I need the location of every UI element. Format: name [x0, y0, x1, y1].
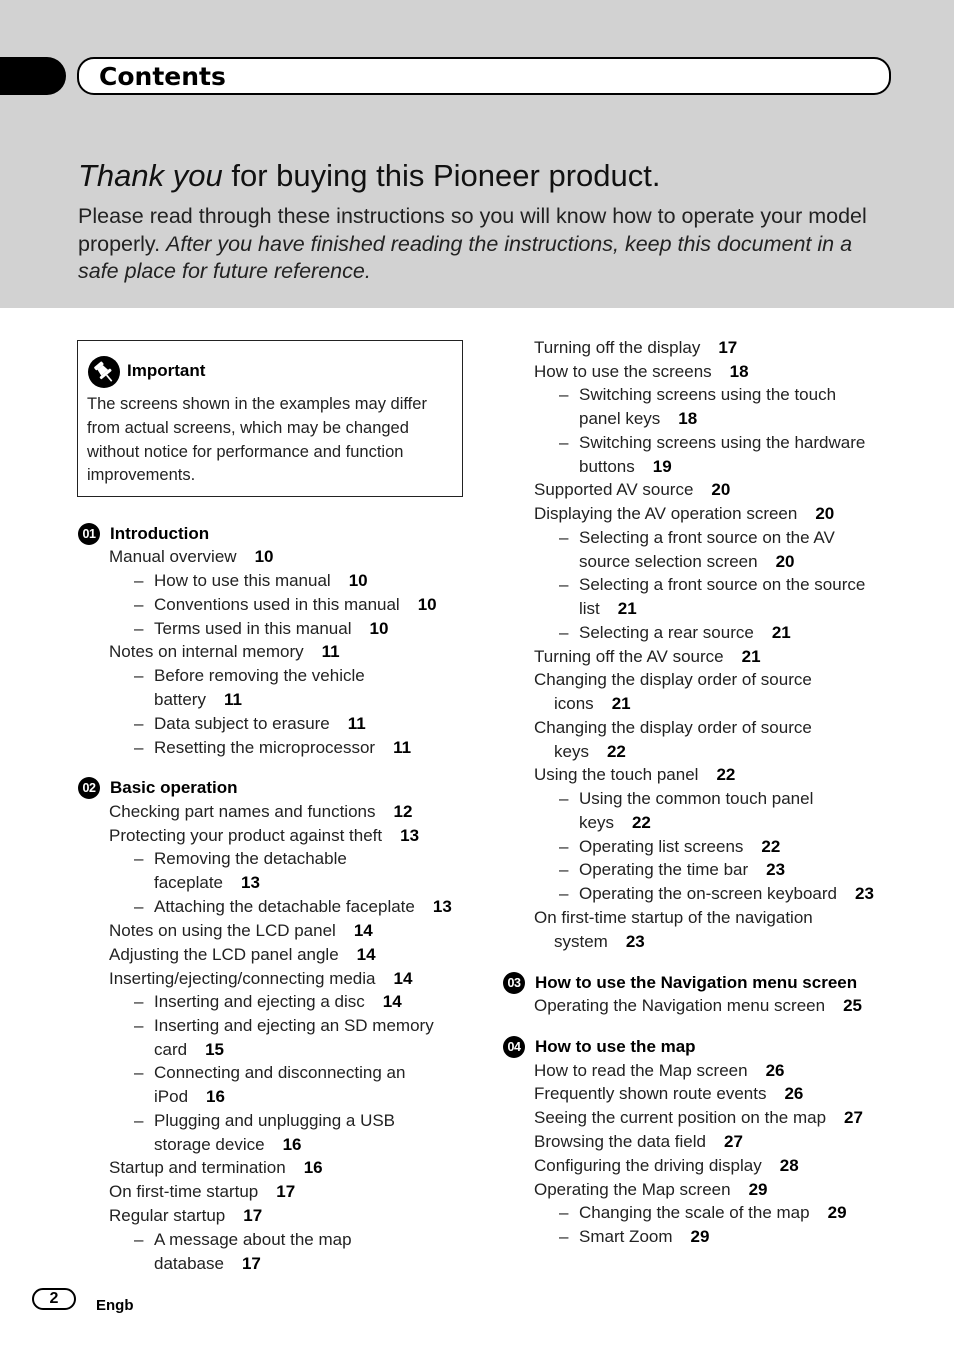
toc-page-number: 26	[765, 1061, 785, 1080]
toc-page-number: 21	[771, 623, 791, 642]
toc-page-number: 13	[241, 873, 260, 892]
toc-page-number: 12	[393, 802, 413, 821]
toc-entry-title: Smart Zoom	[579, 1227, 673, 1246]
language-code: Engb	[96, 1297, 134, 1314]
toc-entry-title: Protecting your product against theft	[109, 826, 383, 845]
toc-entry[interactable]	[534, 1059, 784, 1083]
toc-dash: –	[134, 571, 144, 590]
toc-page-number: 17	[718, 338, 738, 357]
toc-entry[interactable]	[534, 994, 862, 1018]
toc-entry-title: battery	[154, 690, 206, 709]
toc-page-number: 11	[393, 738, 412, 757]
toc-entry[interactable]	[109, 800, 412, 824]
pushpin-icon	[88, 356, 120, 388]
section-tab	[0, 57, 66, 95]
toc-entry-title: On first-time startup of the navigation	[534, 908, 813, 927]
toc-entry-title: Adjusting the LCD panel angle	[109, 945, 339, 964]
toc-entry[interactable]	[109, 640, 340, 664]
toc-entry[interactable]	[534, 1154, 799, 1178]
toc-entry[interactable]	[154, 990, 402, 1014]
toc-entry[interactable]	[534, 668, 812, 692]
toc-entry[interactable]	[579, 597, 637, 621]
toc-entry[interactable]	[154, 1252, 261, 1276]
toc-entry[interactable]	[154, 1038, 224, 1062]
toc-entry-title: Inserting and ejecting an SD memory	[154, 1016, 434, 1035]
toc-dash: –	[134, 1230, 144, 1249]
toc-page-number: 25	[843, 996, 862, 1015]
toc-entry-title: Manual overview	[109, 547, 237, 566]
toc-entry-title: Data subject to erasure	[154, 714, 330, 733]
toc-entry-title: Checking part names and functions	[109, 802, 376, 821]
section-number-badge: 01	[78, 523, 100, 545]
toc-entry[interactable]	[579, 1225, 709, 1249]
toc-dash: –	[559, 433, 569, 452]
toc-entry-title: Displaying the AV operation screen	[534, 504, 798, 523]
intro-plain: Please read through these instructions so you will know how to operate your model properly.	[78, 204, 867, 256]
toc-entry-title: Attaching the detachable faceplate	[154, 897, 415, 916]
contents-title: Contents	[99, 62, 226, 91]
toc-entry-title: Removing the detachable	[154, 849, 347, 868]
toc-entry-title: iPod	[154, 1087, 189, 1106]
toc-entry[interactable]	[109, 919, 373, 943]
toc-entry[interactable]	[534, 716, 812, 740]
toc-entry[interactable]	[154, 895, 452, 919]
toc-entry[interactable]	[154, 1014, 434, 1038]
toc-page-number: 23	[766, 860, 786, 879]
toc-entry[interactable]	[579, 455, 672, 479]
toc-dash: –	[559, 1203, 569, 1222]
toc-entry-title: How to use this manual	[154, 571, 331, 590]
toc-entry-title: keys	[554, 742, 589, 761]
toc-entry-title: card	[154, 1040, 188, 1059]
toc-dash: –	[559, 837, 569, 856]
toc-entry[interactable]	[534, 1106, 863, 1130]
toc-dash: –	[134, 714, 144, 733]
toc-entry-title: database	[154, 1254, 224, 1273]
toc-entry[interactable]	[579, 526, 835, 550]
toc-page-number: 28	[779, 1156, 799, 1175]
toc-entry-title: Conventions used in this manual	[154, 595, 400, 614]
toc-dash: –	[134, 1016, 144, 1035]
toc-dash: –	[134, 1111, 144, 1130]
toc-entry-title: Inserting/ejecting/connecting media	[109, 969, 376, 988]
toc-entry-title: Selecting a rear source	[579, 623, 754, 642]
toc-page-number: 16	[303, 1158, 323, 1177]
thank-you-heading	[78, 158, 660, 194]
toc-entry-title: Operating list screens	[579, 837, 744, 856]
section-number-badge: 03	[503, 972, 525, 994]
toc-entry[interactable]	[154, 1109, 395, 1133]
toc-entry[interactable]	[579, 550, 795, 574]
toc-entry-title: Before removing the vehicle	[154, 666, 365, 685]
toc-entry-title: Notes on internal memory	[109, 642, 304, 661]
toc-entry-title: How to read the Map screen	[534, 1061, 748, 1080]
toc-entry-title: Supported AV source	[534, 480, 694, 499]
toc-page-number: 10	[369, 619, 389, 638]
toc-dash: –	[134, 595, 144, 614]
toc-entry[interactable]	[554, 740, 626, 764]
toc-dash: –	[134, 619, 144, 638]
intro-italic: After you have finished reading the instructions, keep this document in a safe place for future reference.	[78, 231, 853, 283]
toc-page-number: 29	[690, 1227, 710, 1246]
section-number-badge: 02	[78, 777, 100, 799]
toc-entry[interactable]	[579, 787, 813, 811]
toc-entry[interactable]	[154, 1228, 352, 1252]
toc-entry[interactable]	[534, 763, 735, 787]
thank-you-rest: for buying this Pioneer product.	[222, 158, 661, 193]
toc-dash: –	[559, 1227, 569, 1246]
toc-entry[interactable]	[154, 617, 388, 641]
toc-page-number: 21	[617, 599, 637, 618]
toc-page-number: 20	[815, 504, 835, 523]
toc-entry[interactable]	[154, 1085, 225, 1109]
toc-entry[interactable]	[534, 336, 737, 360]
toc-entry-title: Operating the Navigation menu screen	[534, 996, 826, 1015]
toc-page-number: 27	[724, 1132, 743, 1151]
toc-entry-title: Notes on using the LCD panel	[109, 921, 336, 940]
toc-dash: –	[559, 860, 569, 879]
important-label: Important	[127, 361, 206, 380]
toc-entry[interactable]	[154, 664, 365, 688]
toc-dash: –	[134, 1063, 144, 1082]
toc-page-number: 14	[353, 921, 373, 940]
toc-page-number: 29	[827, 1203, 847, 1222]
toc-page-number: 14	[382, 992, 402, 1011]
toc-entry[interactable]	[534, 502, 834, 526]
toc-dash: –	[134, 992, 144, 1011]
toc-entry-title: Seeing the current position on the map	[534, 1108, 827, 1127]
toc-entry[interactable]	[154, 569, 368, 593]
toc-page-number: 21	[741, 647, 761, 666]
toc-entry[interactable]	[534, 478, 730, 502]
contents-title-bar	[77, 57, 891, 95]
toc-entry[interactable]	[579, 1201, 847, 1225]
toc-entry[interactable]	[109, 943, 376, 967]
toc-entry[interactable]	[534, 1178, 767, 1202]
toc-entry-title: Operating the on-screen keyboard	[579, 884, 837, 903]
toc-entry[interactable]	[109, 545, 273, 569]
toc-page-number: 26	[784, 1084, 804, 1103]
toc-entry-title: icons	[554, 694, 594, 713]
toc-entry-title: Frequently shown route events	[534, 1084, 767, 1103]
page-number: 2	[32, 1288, 76, 1310]
section-heading-01	[78, 522, 209, 546]
section-heading-04	[503, 1035, 696, 1059]
toc-page-number: 18	[678, 409, 698, 428]
toc-entry[interactable]	[579, 882, 874, 906]
toc-page-number: 18	[729, 362, 749, 381]
toc-entry[interactable]	[109, 1180, 295, 1204]
toc-entry-title: list	[579, 599, 600, 618]
toc-entry-title: Operating the time bar	[579, 860, 749, 879]
toc-entry[interactable]	[154, 688, 242, 712]
toc-entry-title: Changing the scale of the map	[579, 1203, 810, 1222]
toc-dash: –	[559, 884, 569, 903]
toc-entry[interactable]	[154, 712, 366, 736]
toc-entry-title: buttons	[579, 457, 635, 476]
toc-dash: –	[559, 623, 569, 642]
toc-dash: –	[134, 849, 144, 868]
toc-entry-title: Terms used in this manual	[154, 619, 352, 638]
toc-entry-title: Inserting and ejecting a disc	[154, 992, 365, 1011]
toc-entry[interactable]	[109, 1156, 323, 1180]
important-notice	[77, 340, 463, 497]
toc-page-number: 14	[356, 945, 376, 964]
toc-entry-title: Resetting the microprocessor	[154, 738, 376, 757]
toc-entry[interactable]	[534, 360, 749, 384]
toc-entry[interactable]	[579, 811, 651, 835]
toc-page-number: 10	[254, 547, 274, 566]
section-title: How to use the Navigation menu screen	[535, 973, 858, 992]
toc-entry[interactable]	[579, 573, 865, 597]
toc-entry[interactable]	[534, 1082, 803, 1106]
toc-entry-title: Switching screens using the hardware	[579, 433, 866, 452]
toc-entry[interactable]	[154, 1061, 405, 1085]
toc-entry-title: Using the touch panel	[534, 765, 699, 784]
toc-page-number: 16	[282, 1135, 302, 1154]
toc-page-number: 20	[775, 552, 795, 571]
toc-page-number: 22	[631, 813, 651, 832]
toc-entry-title: Selecting a front source on the AV	[579, 528, 835, 547]
section-title: How to use the map	[535, 1037, 696, 1056]
toc-entry[interactable]	[109, 1204, 262, 1228]
header-band	[0, 0, 954, 308]
toc-entry-title: Using the common touch panel	[579, 789, 814, 808]
toc-entry-title: Browsing the data field	[534, 1132, 706, 1151]
toc-page-number: 22	[716, 765, 736, 784]
toc-page-number: 13	[400, 826, 420, 845]
toc-entry-title: panel keys	[579, 409, 661, 428]
toc-entry[interactable]	[579, 621, 791, 645]
toc-entry-title: How to use the screens	[534, 362, 712, 381]
toc-page-number: 17	[241, 1254, 261, 1273]
toc-entry-title: A message about the map	[154, 1230, 352, 1249]
toc-entry[interactable]	[534, 645, 761, 669]
thank-you-italic: Thank you	[78, 158, 223, 193]
toc-page-number: 27	[844, 1108, 863, 1127]
toc-page-number: 20	[711, 480, 731, 499]
toc-entry[interactable]	[579, 407, 697, 431]
toc-entry-title: faceplate	[154, 873, 223, 892]
toc-entry[interactable]	[554, 930, 645, 954]
toc-entry-title: storage device	[154, 1135, 265, 1154]
toc-entry[interactable]	[154, 847, 347, 871]
toc-entry-title: Connecting and disconnecting an	[154, 1063, 406, 1082]
section-number-badge: 04	[503, 1036, 525, 1058]
toc-dash: –	[559, 789, 569, 808]
toc-dash: –	[134, 666, 144, 685]
toc-entry[interactable]	[154, 1133, 302, 1157]
toc-entry-title: system	[554, 932, 608, 951]
toc-entry-title: source selection screen	[579, 552, 758, 571]
section-heading-02	[78, 776, 238, 800]
toc-entry[interactable]	[109, 967, 412, 991]
section-heading-03	[503, 971, 857, 995]
toc-page-number: 11	[321, 642, 340, 661]
toc-entry[interactable]	[579, 431, 865, 455]
toc-entry[interactable]	[154, 736, 411, 760]
toc-page-number: 19	[652, 457, 672, 476]
toc-entry-title: keys	[579, 813, 614, 832]
toc-entry[interactable]	[154, 593, 437, 617]
toc-page-number: 22	[761, 837, 781, 856]
toc-entry[interactable]	[154, 871, 260, 895]
toc-entry-title: Startup and termination	[109, 1158, 286, 1177]
toc-dash: –	[134, 738, 144, 757]
toc-page-number: 14	[393, 969, 413, 988]
toc-entry-title: Turning off the AV source	[534, 647, 724, 666]
toc-entry-title: Turning off the display	[534, 338, 701, 357]
toc-entry[interactable]	[534, 906, 813, 930]
toc-entry-title: Changing the display order of source	[534, 718, 812, 737]
toc-entry-title: Selecting a front source on the source	[579, 575, 866, 594]
toc-dash: –	[559, 385, 569, 404]
toc-page-number: 13	[432, 897, 452, 916]
toc-entry-title: Switching screens using the touch	[579, 385, 837, 404]
toc-page-number: 16	[206, 1087, 225, 1106]
toc-page-number: 21	[611, 694, 631, 713]
intro-paragraph	[78, 203, 898, 286]
toc-page-number: 22	[606, 742, 626, 761]
toc-entry[interactable]	[554, 692, 631, 716]
toc-entry-title: Plugging and unplugging a USB	[154, 1111, 396, 1130]
section-title: Basic operation	[110, 778, 238, 797]
toc-entry-title: Operating the Map screen	[534, 1180, 731, 1199]
toc-page-number: 17	[276, 1182, 296, 1201]
important-text: The screens shown in the examples may differ from actual screens, which may be changed without notice for performance and function improvements.	[87, 395, 427, 485]
toc-entry-title: Configuring the driving display	[534, 1156, 762, 1175]
toc-entry[interactable]	[579, 383, 836, 407]
toc-entry-title: Changing the display order of source	[534, 670, 812, 689]
toc-dash: –	[559, 575, 569, 594]
toc-entry[interactable]	[109, 824, 419, 848]
section-title: Introduction	[110, 524, 210, 543]
toc-entry-title: Regular startup	[109, 1206, 226, 1225]
toc-dash: –	[134, 897, 144, 916]
toc-page-number: 23	[855, 884, 874, 903]
toc-page-number: 11	[347, 714, 366, 733]
toc-page-number: 10	[417, 595, 437, 614]
toc-page-number: 15	[205, 1040, 224, 1059]
toc-page-number: 17	[243, 1206, 263, 1225]
toc-entry[interactable]	[579, 858, 785, 882]
toc-page-number: 29	[748, 1180, 768, 1199]
toc-page-number: 10	[348, 571, 368, 590]
toc-entry[interactable]	[579, 835, 780, 859]
toc-dash: –	[559, 528, 569, 547]
toc-entry[interactable]	[534, 1130, 743, 1154]
toc-page-number: 11	[223, 690, 242, 709]
toc-entry-title: On first-time startup	[109, 1182, 259, 1201]
toc-page-number: 23	[625, 932, 645, 951]
